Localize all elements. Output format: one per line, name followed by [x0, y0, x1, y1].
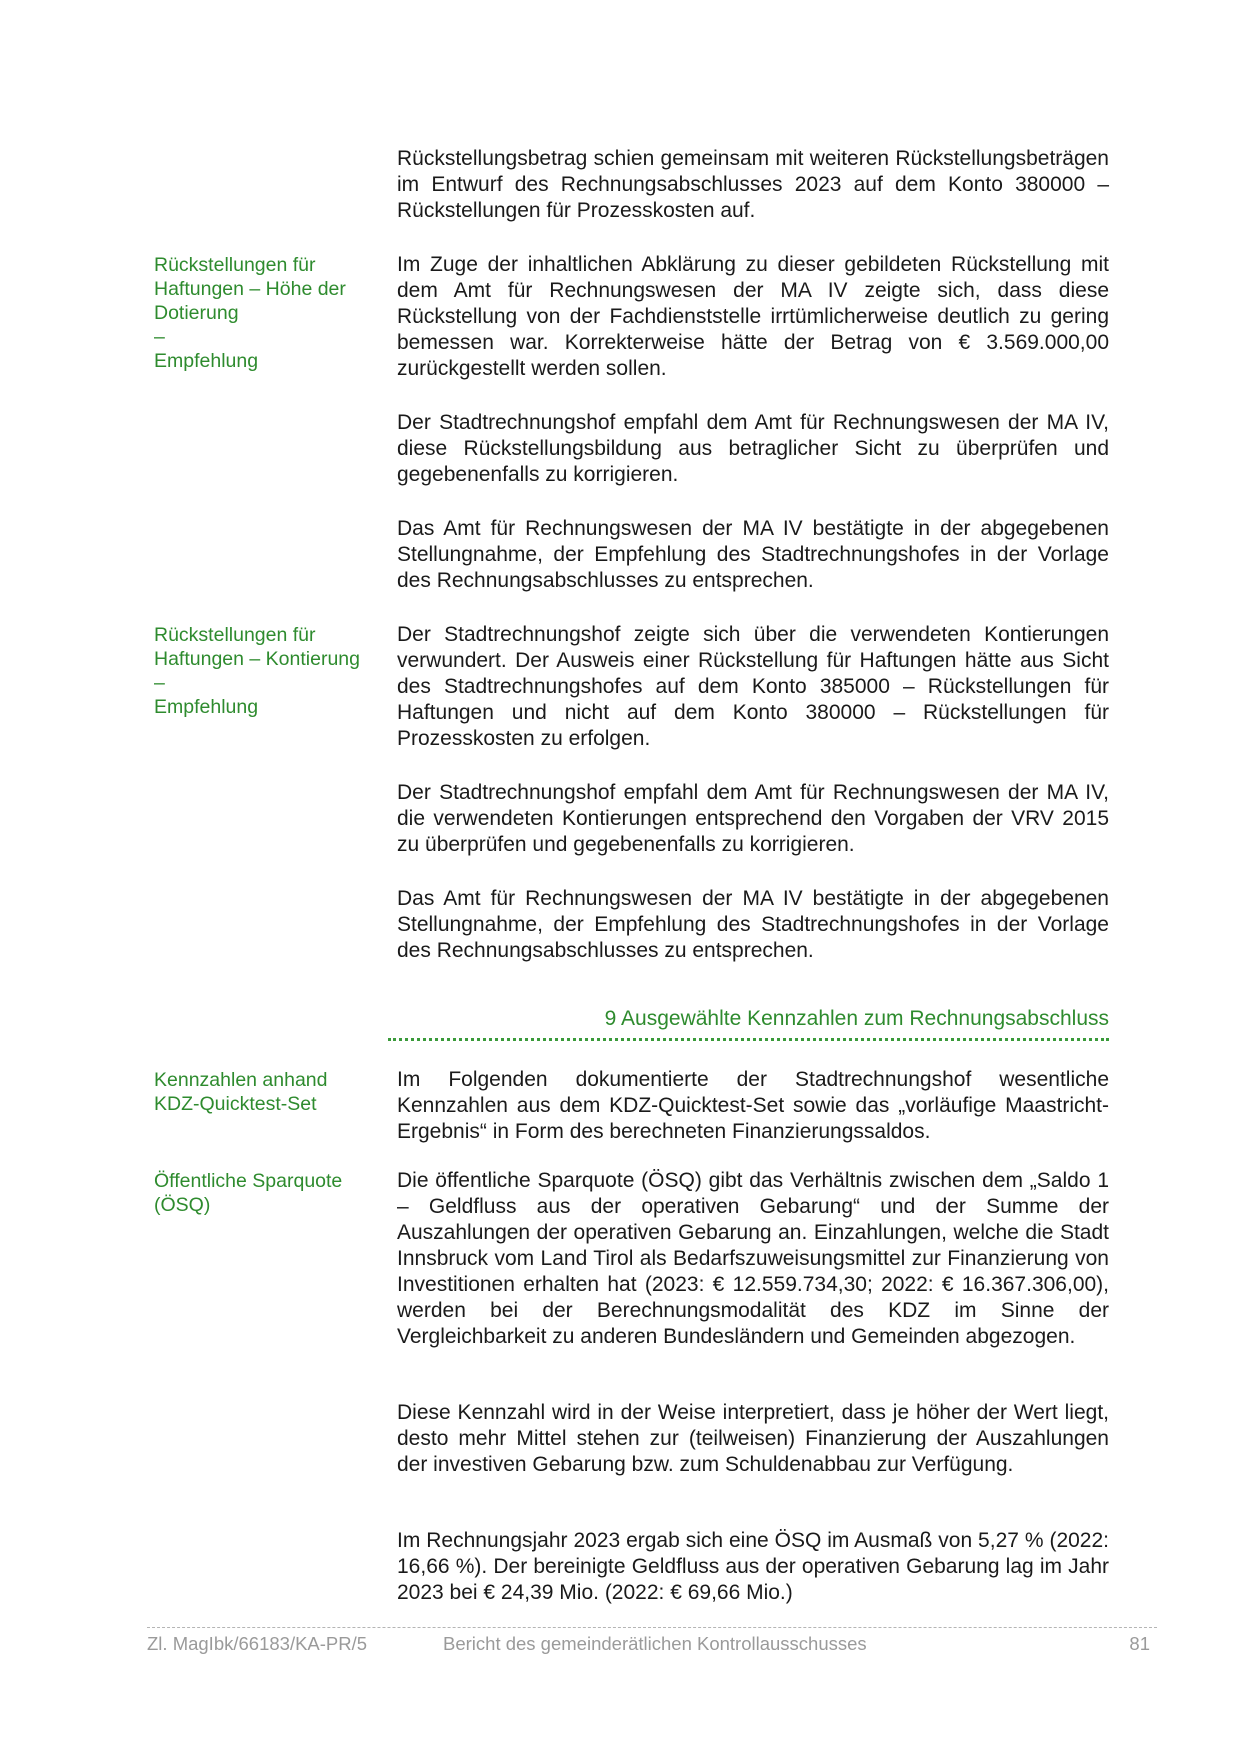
- margin-note-haftungen-hoehe: Rückstellungen für Haftungen – Höhe der Dotierung – Empfehlung: [154, 254, 346, 372]
- paragraph-9: Die öffentliche Sparquote (ÖSQ) gibt das Verhältnis zwischen dem „Saldo 1 – Geldfluss aus der operativen Gebarung“ und der Summe der Auszahlungen der operativen Gebarung an. Einzahlungen, welche die Stadt Innsbruck vom Land Tirol als Bedarfszuweisungsmittel zur Finanzierung von Investitionen erhalten hat (2023: € 12.559.734,30; 2022: € 16.367.306,00), werden bei der Berechnungsmodalität des KDZ im Sinne der Vergleichbarkeit zu anderen Bundesländern und Gemeinden abgezogen.: [397, 1169, 1109, 1348]
- paragraph-7: Das Amt für Rechnungswesen der MA IV bestätigte in der abgegebenen Stellungnahme, der Empfehlung des Stadtrechnungshofes in der Vorlage des Rechnungsabschlusses zu entsprechen.: [397, 887, 1109, 962]
- paragraph-4: Das Amt für Rechnungswesen der MA IV bestätigte in der abgegebenen Stellungnahme, der Empfehlung des Stadtrechnungshofes in der Vorlage des Rechnungsabschlusses zu entsprechen.: [397, 517, 1109, 592]
- paragraph-6: Der Stadtrechnungshof empfahl dem Amt für Rechnungswesen der MA IV, die verwendeten Kontierungen entsprechend den Vorgaben der VRV 2015 zu überprüfen und gegebenenfalls zu korrigieren.: [397, 781, 1109, 856]
- section-divider: [388, 1038, 1109, 1041]
- paragraph-11: Im Rechnungsjahr 2023 ergab sich eine ÖSQ im Ausmaß von 5,27 % (2022: 16,66 %). Der bereinigte Geldfluss aus der operativen Gebarung lag im Jahr 2023 bei € 24,39 Mio. (2022: € 69,66 Mio.): [397, 1529, 1109, 1604]
- paragraph-3: Der Stadtrechnungshof empfahl dem Amt für Rechnungswesen der MA IV, diese Rückstellungsbildung aus betraglicher Sicht zu überprüfen und gegebenenfalls zu korrigieren.: [397, 411, 1109, 486]
- footer-divider: [147, 1627, 1157, 1628]
- margin-note-haftungen-kontierung: Rückstellungen für Haftungen – Kontierung – Empfehlung: [154, 624, 360, 718]
- paragraph-2: Im Zuge der inhaltlichen Abklärung zu dieser gebildeten Rückstellung mit dem Amt für Rechnungswesen der MA IV zeigte sich, dass diese Rückstellung von der Fachdienststelle irrtümlicherweise deutlich zu gering bemessen war. Korrekterweise hätte der Betrag von € 3.569.000,00 zurückgestellt werden sollen.: [397, 253, 1109, 380]
- page-number: 81: [1129, 1633, 1150, 1654]
- margin-note-kennzahlen: Kennzahlen anhand KDZ-Quicktest-Set: [154, 1069, 328, 1115]
- paragraph-1: Rückstellungsbetrag schien gemeinsam mit weiteren Rückstellungsbeträgen im Entwurf des Rechnungsabschlusses 2023 auf dem Konto 380000 – Rückstellungen für Prozesskosten auf.: [397, 147, 1109, 222]
- footer-title: Bericht des gemeinderätlichen Kontrollausschusses: [443, 1633, 867, 1654]
- paragraph-8: Im Folgenden dokumentierte der Stadtrechnungshof wesentliche Kennzahlen aus dem KDZ-Quicktest-Set sowie das „vorläufige Maastricht-Ergebnis“ in Form des berechneten Finanzierungssaldos.: [397, 1068, 1109, 1143]
- section-heading: 9 Ausgewählte Kennzahlen zum Rechnungsabschluss: [604, 1007, 1109, 1030]
- paragraph-10: Diese Kennzahl wird in der Weise interpretiert, dass je höher der Wert liegt, desto mehr Mittel stehen zur (teilweisen) Finanzierung der Auszahlungen der investiven Gebarung bzw. zum Schuldenabbau zur Verfügung.: [397, 1401, 1109, 1476]
- margin-note-sparquote: Öffentliche Sparquote (ÖSQ): [154, 1170, 343, 1216]
- paragraph-5: Der Stadtrechnungshof zeigte sich über die verwendeten Kontierungen verwundert. Der Ausweis einer Rückstellung für Haftungen hätte aus Sicht des Stadtrechnungshofes auf dem Konto 385000 – Rückstellungen für Haftungen und nicht auf dem Konto 380000 – Rückstellungen für Prozesskosten zu erfolgen.: [397, 623, 1109, 750]
- footer-reference: Zl. MagIbk/66183/KA-PR/5: [147, 1633, 368, 1654]
